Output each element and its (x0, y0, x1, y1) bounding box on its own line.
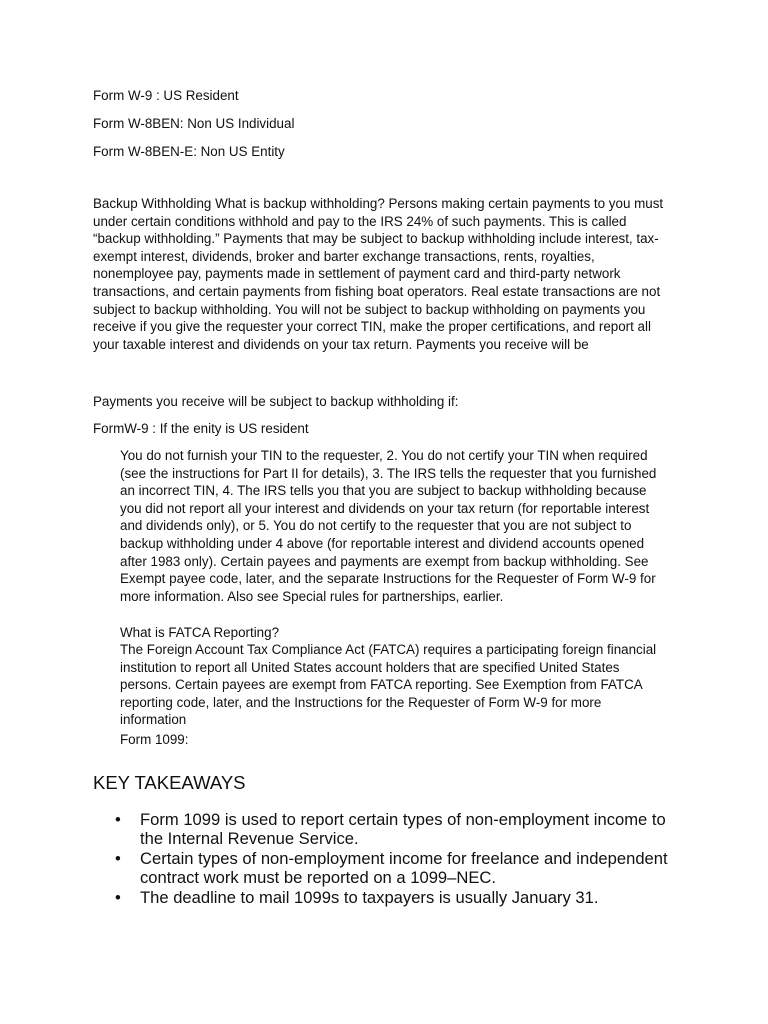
form-w8ben-line: Form W-8BEN: Non US Individual (93, 116, 295, 131)
bullet-icon: • (115, 810, 121, 829)
list-item (115, 888, 675, 907)
list-item-text: Certain types of non-employment income for freelance and independent contract work must be reported on a 1099–NEC. (140, 848, 668, 888)
list-item (115, 849, 675, 888)
conditions-paragraph: You do not furnish your TIN to the requester, 2. You do not certify your TIN when required (see the instructions for Part II for details), 3. The IRS tells the requester that you furnished an incorrect TIN, 4. The IRS tells you that you are subject to backup withholding because you did not report all your interest and dividends on your tax return (for reportable interest and dividends only), or 5. You do not certify to the requester that you are not subject to backup withholding under 4 above (for reportable interest and dividend accounts opened after 1983 only). Certain payees and payments are exempt from backup withholding. See Exempt payee code, later, and the separate Instructions for the Requester of Form W-9 for more information. Also see Special rules for partnerships, earlier. (120, 448, 657, 604)
fatca-paragraph: The Foreign Account Tax Compliance Act (FATCA) requires a participating foreign financial institution to report all United States account holders that are specified United States persons. Certain payees are exempt from FATCA reporting. See Exemption from FATCA reporting code, later, and the Instructions for the Requester of Form W-9 for more information (120, 642, 657, 728)
bullet-icon: • (115, 887, 121, 907)
key-takeaways-heading: KEY TAKEAWAYS (93, 772, 246, 793)
bullet-icon: • (115, 848, 121, 868)
form-w8ben-e-line: Form W-8BEN-E: Non US Entity (93, 144, 285, 159)
form-w9-line: Form W-9 : US Resident (93, 88, 239, 103)
subject-if-line: Payments you receive will be subject to backup withholding if: (93, 394, 459, 409)
list-item-text: Form 1099 is used to report certain types of non-employment income to the Internal Revenue Service. (140, 810, 666, 849)
w9-entity-line: FormW-9 : If the enity is US resident (93, 421, 309, 436)
list-item (115, 810, 675, 849)
list-item-text: The deadline to mail 1099s to taxpayers is usually January 31. (140, 887, 599, 907)
form-1099-line: Form 1099: (120, 732, 189, 747)
backup-withholding-paragraph: Backup Withholding What is backup withholding? Persons making certain payments to you must under certain conditions withhold and pay to the IRS 24% of such payments. This is called “backup withholding.” Payments that may be subject to backup withholding include interest, tax-exempt interest, dividends, broker and barter exchange transactions, rents, royalties, nonemployee pay, payments made in settlement of payment card and third-party network transactions, and certain payments from fishing boat operators. Real estate transactions are not subject to backup withholding. You will not be subject to backup withholding on payments you receive if you give the requester your correct TIN, make the proper certifications, and report all your taxable interest and dividends on your tax return. Payments you receive will be (93, 196, 664, 352)
fatca-title: What is FATCA Reporting? (120, 625, 280, 640)
key-takeaways-list (115, 810, 675, 907)
